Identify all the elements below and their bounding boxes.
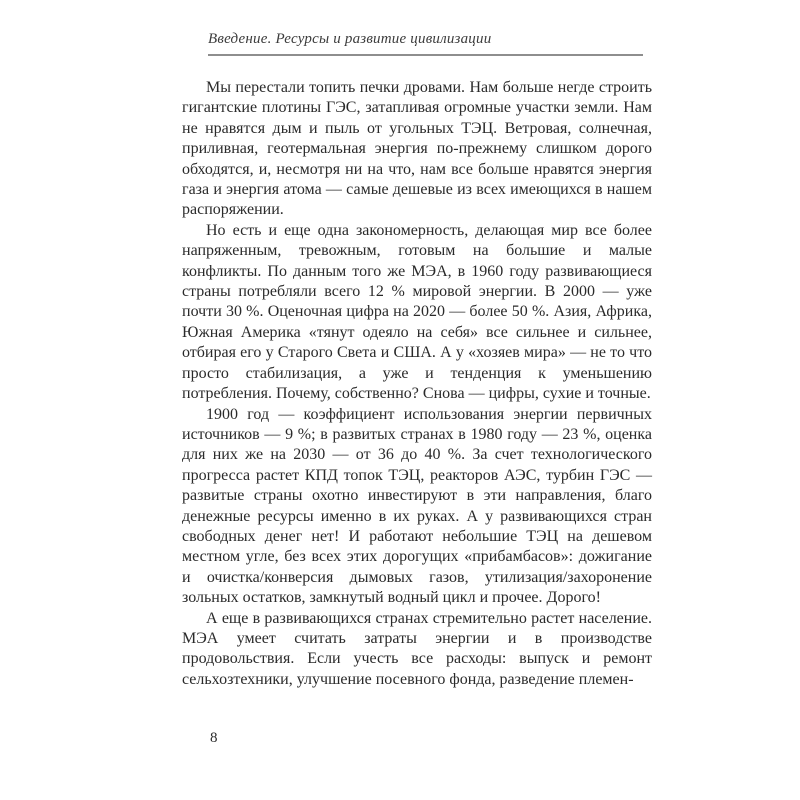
- paragraph: Но есть и еще одна закономерность, делающая мир все более напряженным, тревожным, готовым на большие и малые конфликты. По данным того же МЭА, в 1960 году развивающиеся страны потребляли всего 12 % мировой энергии. В 2000 — уже почти 30 %. Оценочная цифра на 2020 — более 50 %. Азия, Африка, Южная Америка «тянут одеяло на себя» все сильнее и сильнее, отбирая его у Старого Света и США. А у «хозяев мира» — не то что просто стабилизация, а уже и тенденция к уменьшению потребления. Почему, собственно? Снова — цифры, сухие и точные.: [182, 221, 652, 403]
- paragraph: 1900 год — коэффициент использования энергии первичных источников — 9 %; в развитых странах в 1980 году — 23 %, оценка для них же на 2030 — от 36 до 40 %. За счет технологического прогресса растет КПД топок ТЭЦ, реакторов АЭС, турбин ГЭС — развитые страны охотно инвестируют в эти направления, благо денежные ресурсы именно в их руках. А у развивающихся стран свободных денег нет! И работают небольшие ТЭЦ на дешевом местном угле, без всех этих дорогущих «прибамбасов»: дожигание и очистка/конверсия дымовых газов, утилизация/захоронение зольных остатков, замкнутый водный цикл и прочее. Дорого!: [182, 405, 652, 607]
- paragraph: А еще в развивающихся странах стремительно растет население. МЭА умеет считать затраты энергии и в производстве продовольствия. Если учесть все расходы: выпуск и ремонт сельхозтехники, улучшение посевного фонда, разведение племен-: [182, 609, 652, 688]
- header-rule: [208, 54, 643, 56]
- paragraph: Мы перестали топить печки дровами. Нам больше негде строить гигантские плотины ГЭС, затапливая огромные участки земли. Нам не нравятся дым и пыль от угольных ТЭЦ. Ветровая, солнечная, приливная, геотермальная энергия по-прежнему слишком дорого обходятся, и, несмотря ни на что, нам все больше нравятся энергия газа и энергия атома — самые дешевые из всех имеющихся в нашем распоряжении.: [182, 79, 652, 219]
- book-page: [182, 30, 652, 690]
- running-head: Введение. Ресурсы и развитие цивилизации: [208, 31, 492, 47]
- body-text: [182, 78, 652, 690]
- page-number: 8: [210, 730, 218, 746]
